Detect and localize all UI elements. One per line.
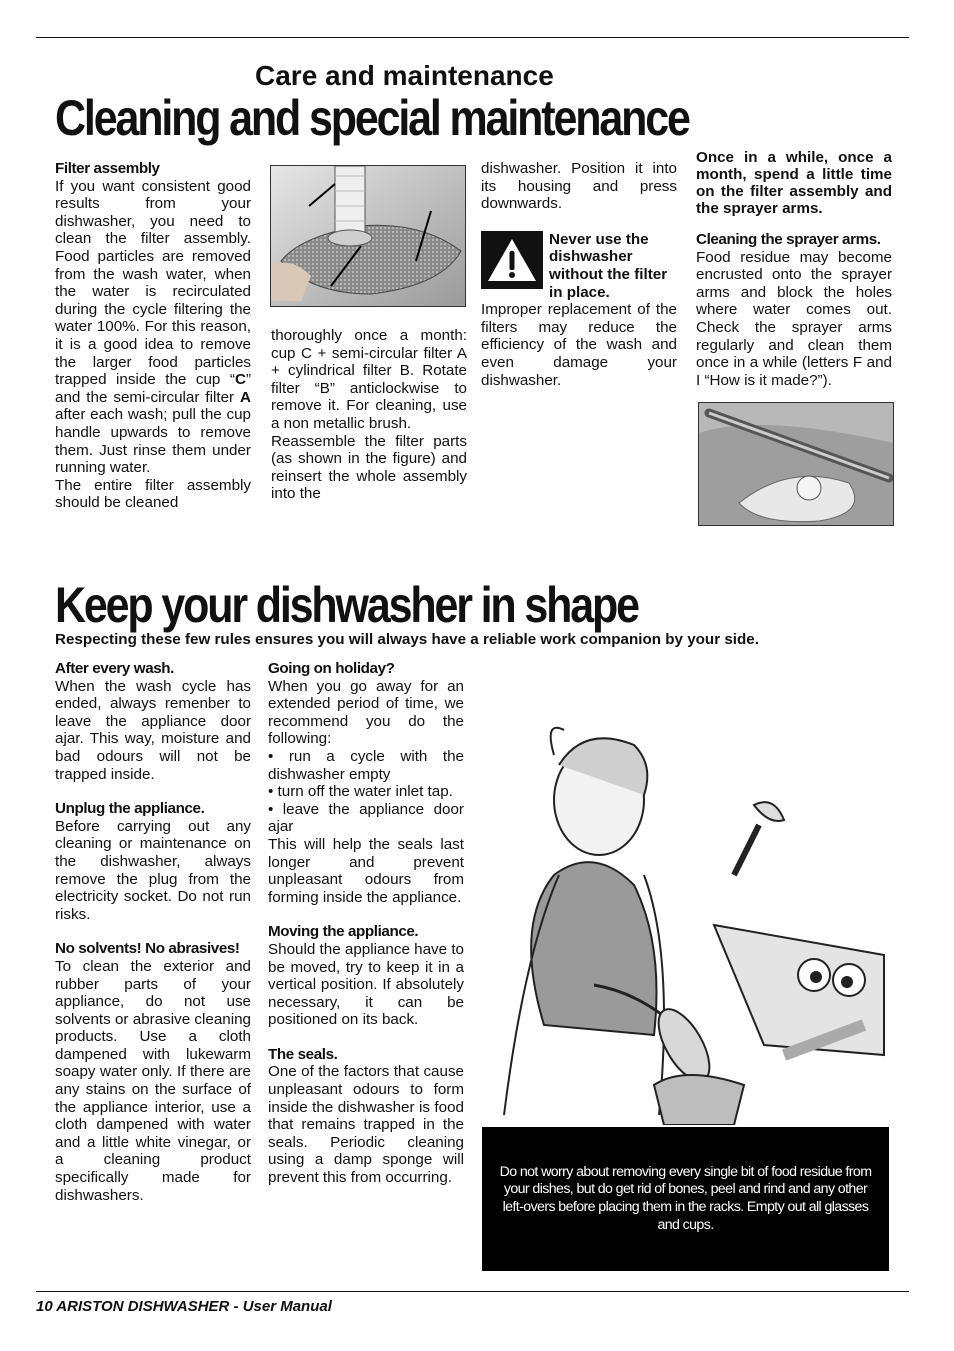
filter-assembly-text (55, 178, 251, 477)
moving-heading: Moving the appliance. (268, 923, 419, 941)
holiday-bullet-1: • run a cycle with the dishwasher empty (268, 747, 464, 783)
filter-assembly-column (55, 160, 251, 512)
after-wash-text: When the wash cycle has ended, always remenber to leave the appliance door ajar. This way, moisture and bad odours will not be trapped inside. (55, 677, 251, 783)
holiday-text-2: This will help the seals last longer and prevent unpleasant odours from forming inside the appliance. (268, 835, 464, 906)
filter-reassemble-text: Reassemble the filter parts (as shown in the figure) and reinsert the whole assembly into the (271, 432, 467, 503)
filter-cleaning-text: thoroughly once a month: cup C + semi-circular filter A + cylindrical filter B. Rotate filter “B” anticlockwise to remove it. For cleaning, use a non metallic brush. (271, 327, 467, 432)
holiday-text: When you go away for an extended period of time, we recommend you do the following: (268, 677, 464, 748)
moving-text: Should the appliance have to be moved, try to keep it in a vertical position. If absolutely necessary, it can be positioned on its back. (268, 940, 464, 1029)
after-wash-heading: After every wash. (55, 660, 174, 677)
seals-heading: The seals. (268, 1045, 338, 1063)
food-residue-callout: Do not worry about removing every single bit of food residue from your dishes, but do get rid of bones, peel and rind and any other left-overs before placing them in the racks. Empty out all glasses and cups. (482, 1127, 889, 1271)
section-heading: Care and maintenance (255, 60, 554, 91)
holiday-bullet-2: • turn off the water inlet tap. (268, 783, 453, 801)
shape-column-2 (268, 660, 464, 1187)
sprayer-column (696, 149, 892, 389)
shape-column-1 (55, 660, 251, 1204)
no-solvents-text: To clean the exterior and rubber parts of your appliance, do not use solvents or abrasive cleaning products. Use a cloth dampened with lukewarm soapy water only. If there are any stains on the surface of the appliance interior, use a cloth dampened with water and a little white vinegar, or a cleaning product specifically made for dishwashers. (55, 957, 251, 1204)
sprayer-text: Food residue may become encrusted onto the sprayer arms and block the holes where water comes out. Check the sprayer arms regularly and clean them once in a while (letters F and I “How is it made?”). (696, 248, 892, 389)
warning-icon (481, 231, 543, 289)
sprayer-intro: Once in a while, once a month, spend a little time on the filter assembly and the sprayer arms. (696, 149, 892, 217)
bold-letter-c: C (234, 371, 246, 389)
top-rule (36, 37, 909, 38)
filter-text-a: If you want consistent good results from your dishwasher, you need to clean the filter assembly. Food particles are removed from the wash water, when the water is recirculated during the cycle filtering the water 100%. For this reason, it is a good idea to remove the larger food particles trapped inside the cup “ (55, 177, 251, 389)
unplug-text: Before carrying out any cleaning or maintenance on the dishwasher, always remove the plug from the electricity socket. Do not run risks. (55, 817, 251, 923)
filter-cleaning-column (271, 327, 467, 503)
filter-position-text: dishwasher. Position it into its housing and press downwards. (481, 160, 677, 213)
filter-position-column (481, 160, 677, 389)
filter-text-c: after each wash; pull the cup handle upwards to remove them. Just rinse them under running water. (55, 406, 251, 477)
holiday-heading: Going on holiday? (268, 660, 395, 677)
filter-text-b: ” and the semi-circular filter (55, 371, 251, 406)
sprayer-arm-photo (698, 402, 894, 526)
filter-assembly-heading: Filter assembly (55, 160, 160, 177)
filter-replacement-text: Improper replacement of the filters may reduce the efficiency of the wash and even damage your dishwasher. (481, 301, 677, 389)
seals-text: One of the factors that cause unpleasant odours to form inside the dishwasher is food that remains trapped in the seals. Periodic cleaning using a damp sponge will prevent this from occurring. (268, 1063, 464, 1187)
page-title: Cleaning and special maintenance (55, 90, 689, 146)
filter-assembly-photo (270, 165, 466, 307)
bottom-rule (36, 1291, 909, 1292)
woman-cleaning-illustration (484, 725, 889, 1125)
warning-text: Never use the dishwasher without the filter in place. (549, 230, 668, 301)
sprayer-heading: Cleaning the sprayer arms. (696, 231, 881, 248)
footer-text: 10 ARISTON DISHWASHER - User Manual (36, 1298, 332, 1315)
no-solvents-heading: No solvents! No abrasives! (55, 940, 240, 958)
filter-assembly-text-2: The entire filter assembly should be cleaned (55, 476, 251, 512)
shape-title: Keep your dishwasher in shape (55, 577, 638, 633)
shape-subtitle: Respecting these few rules ensures you will always have a reliable work companion by your side. (55, 631, 759, 648)
warning-block (481, 231, 677, 301)
bold-letter-a: A (240, 388, 251, 406)
holiday-bullet-3: • leave the appliance door ajar (268, 800, 464, 836)
unplug-heading: Unplug the appliance. (55, 800, 205, 818)
